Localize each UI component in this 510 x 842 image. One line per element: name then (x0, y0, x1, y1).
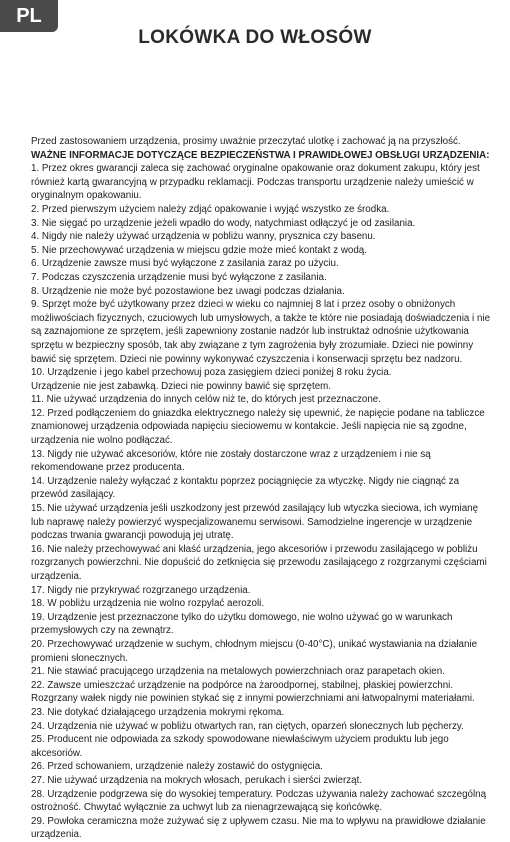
safety-item: 17. Nigdy nie przykrywać rozgrzanego urządzenia. (31, 584, 251, 596)
page-title: LOKÓWKA DO WŁOSÓW (138, 27, 372, 48)
safety-item: 25. Producent nie odpowiada za szkody spowodowane niewłaściwym użyciem produktu lub jego akcesoriów. (31, 734, 449, 759)
safety-item: 24. Urządzenia nie używać w pobliżu otwartych ran, ran ciętych, oparzeń słonecznych lub pęcherzy. (31, 720, 464, 732)
safety-item: 20. Przechowywać urządzenie w suchym, chłodnym miejscu (0-40°C), unikać wystawiania na działanie promieni słonecznych. (31, 638, 478, 664)
safety-item: 10. Urządzenie i jego kabel przechowuj poza zasięgiem dzieci poniżej 8 roku życia. (31, 367, 392, 379)
language-badge: PL (0, 0, 58, 32)
safety-item: 4. Nigdy nie należy używać urządzenia w pobliżu wanny, prysznica czy basenu. (31, 231, 376, 243)
safety-item: 27. Nie używać urządzenia na mokrych włosach, perukach i sierści zwierząt. (31, 774, 363, 786)
safety-item: 22. Zawsze umieszczać urządzenie na podpórce na żaroodpornej, stabilnej, płaskiej powierzchni. Rozgrzany wałek nigdy nie powinien stykać się z innymi powierzchniami ani łatwopalnymi materiałami. (31, 679, 475, 705)
safety-item: 15. Nie używać urządzenia jeśli uszkodzony jest przewód zasilający lub wtyczka sieciowa, ich wymianę lub naprawę należy powierzyć wyspecjalizowanemu serwisowi. Samodzielne ingerencje w urządzenie podczas trwania gwarancji powodują jej utratę. (31, 503, 479, 542)
safety-item: 28. Urządzenie podgrzewa się do wysokiej temperatury. Podczas używania należy zachować szczególną ostrożność. Chwytać wyłącznie za uchwyt lub za nienagrzewającą się końcówkę. (31, 788, 487, 814)
safety-item: 21. Nie stawiać pracującego urządzenia na metalowych powierzchniach oraz parapetach okien. (31, 666, 445, 678)
safety-item: 5. Nie przechowywać urządzenia w miejscu gdzie może mieć kontakt z wodą. (31, 244, 367, 256)
safety-item: 19. Urządzenie jest przeznaczone tylko do użytku domowego, nie wolno używać go w warunkach przemysłowych czy na zewnątrz. (31, 611, 453, 637)
safety-item: 26. Przed schowaniem, urządzenie należy zostawić do ostygnięcia. (31, 761, 323, 773)
safety-item: 18. W pobliżu urządzenia nie wolno rozpylać aerozoli. (31, 598, 265, 610)
safety-item: 8. Urządzenie nie może być pozostawione bez uwagi podczas działania. (31, 285, 345, 297)
safety-list (31, 162, 493, 842)
safety-item: 29. Powłoka ceramiczna może zużywać się z upływem czasu. Nie ma to wpływu na prawidłowe działanie urządzenia. (31, 815, 486, 841)
instructions-body (31, 135, 493, 842)
safety-item: 16. Nie należy przechowywać ani kłaść urządzenia, jego akcesoriów i przewodu zasilającego w pobliżu rozgrzanych powierzchni. Nie dopuścić do zetknięcia się przewodu zasilającego z rozgrzanymi częściami urządzenia. (31, 543, 487, 582)
intro-paragraph: Przed zastosowaniem urządzenia, prosimy uważnie przeczytać ulotkę i zachować ją na przyszłość. (31, 136, 461, 147)
safety-item: 14. Urządzenie należy wyłączać z kontaktu poprzez pociągnięcie za wtyczkę. Nigdy nie ciągnąć za przewód zasilający. (31, 475, 460, 501)
safety-item: 11. Nie używać urządzenia do innych celów niż te, do których jest przeznaczone. (31, 394, 381, 406)
safety-item: 12. Przed podłączeniem do gniazdka elektrycznego należy się upewnić, że napięcie podane na tabliczce znamionowej urządzenia odpowiada napięciu sieciowemu w kontakcie. Jeśli napięcia nie są zgodne, urządzenia nie wolno podłączać. (31, 407, 485, 447)
safety-item: 13. Nigdy nie używać akcesoriów, które nie zostały dostarczone wraz z urządzeniem i nie są rekomendowane przez producenta. (31, 448, 431, 474)
safety-heading: WAŻNE INFORMACJE DOTYCZĄCE BEZPIECZEŃSTWA I PRAWIDŁOWEJ OBSŁUGI URZĄDZENIA: (31, 149, 490, 161)
safety-item: 1. Przez okres gwarancji zaleca się zachować oryginalne opakowanie oraz dokument zakupu, który jest również kartą gwarancyjną w przypadku reklamacji. Podczas transportu urządzenie należy umieścić w oryginalnym opakowaniu. (31, 163, 480, 202)
safety-item: 6. Urządzenie zawsze musi być wyłączone z zasilania zaraz po użyciu. (31, 258, 339, 270)
safety-item: 9. Sprzęt może być użytkowany przez dzieci w wieku co najmniej 8 lat i przez osoby o obniżonych możliwościach fizycznych, czuciowych lub umysłowych, a także te które nie posiadają doświadczenia i nie są zaznajomione ze sprzętem, jeśli zapewniony zostanie nadzór lub instruktaż odnośnie użytkowania sprzętu w bezpieczny sposób, tak aby związane z tym zagrożenia były zrozumiałe. Dzieci nie powinny bawić się sprzętem. Dzieci nie powinny wykonywać czyszczenia i konserwacji sprzętu bez nadzoru. (31, 299, 491, 365)
safety-item: 7. Podczas czyszczenia urządzenie musi być wyłączone z zasilania. (31, 271, 327, 283)
safety-item: 3. Nie sięgać po urządzenie jeżeli wpadło do wody, natychmiast odłączyć je od zasilania. (31, 217, 416, 229)
safety-item: 23. Nie dotykać działającego urządzenia mokrymi rękoma. (31, 706, 285, 718)
safety-item: 2. Przed pierwszym użyciem należy zdjąć opakowanie i wyjąć wszystko ze środka. (31, 203, 390, 215)
safety-item: Urządzenie nie jest zabawką. Dzieci nie powinny bawić się sprzętem. (31, 380, 332, 392)
